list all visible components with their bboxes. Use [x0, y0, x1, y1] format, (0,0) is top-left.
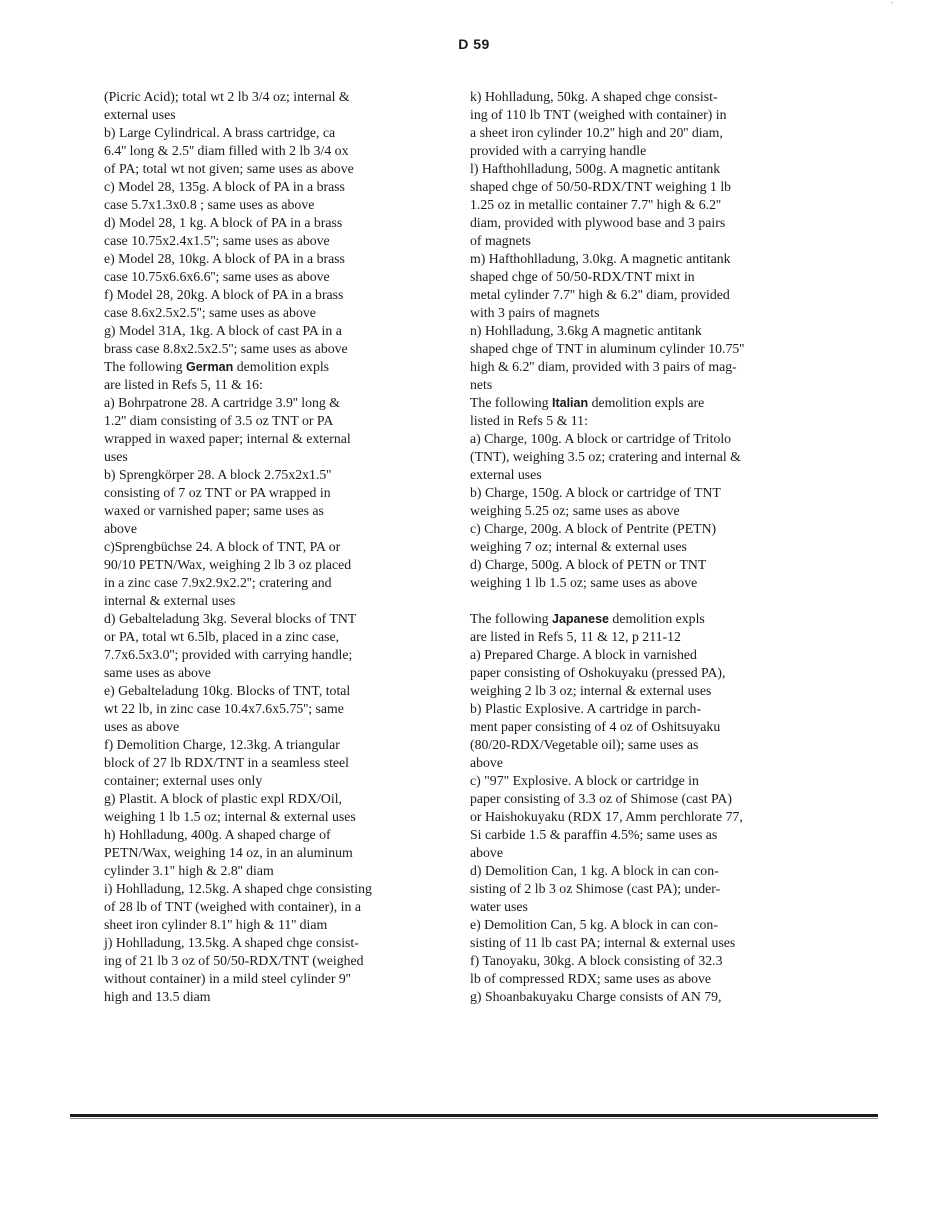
line-text: sheet iron cylinder 8.1'' high & 11'' diam: [104, 917, 328, 932]
text-line: [470, 304, 810, 322]
text-line: [470, 214, 810, 232]
line-text: PETN/Wax, weighing 14 oz, in an aluminum: [104, 845, 353, 860]
text-line: [104, 736, 434, 754]
country-heading: Italian: [552, 396, 589, 410]
text-line: [470, 448, 810, 466]
text-line: [470, 394, 810, 412]
line-text: uses as above: [104, 719, 180, 734]
line-text: ing of 110 lb TNT (weighed with container) in: [470, 107, 727, 122]
line-text: above: [470, 845, 503, 860]
line-text: 90/10 PETN/Wax, weighing 2 lb 3 oz placed: [104, 557, 352, 572]
line-text: The following: [470, 611, 552, 626]
line-text: case 10.75x2.4x1.5''; same uses as above: [104, 233, 330, 248]
line-text: above: [104, 521, 137, 536]
text-line: [470, 682, 810, 700]
text-line: [104, 430, 434, 448]
text-line: [104, 232, 434, 250]
text-line: [104, 646, 434, 664]
line-text: are listed in Refs 5, 11 & 12, p 211-12: [470, 629, 681, 644]
text-line: [470, 628, 810, 646]
text-line: [470, 322, 810, 340]
line-text: e) Model 28, 10kg. A block of PA in a brass: [104, 251, 345, 266]
line-text: d) Demolition Can, 1 kg. A block in can con-: [470, 863, 719, 878]
line-text: a) Bohrpatrone 28. A cartridge 3.9'' long &: [104, 395, 341, 410]
text-line: [104, 952, 434, 970]
line-text: wt 22 lb, in zinc case 10.4x7.6x5.75''; same: [104, 701, 344, 716]
text-line: [104, 448, 434, 466]
text-line: [470, 286, 810, 304]
text-line: [104, 772, 434, 790]
footer-rule-shadow: [70, 1118, 878, 1119]
line-text: c) "97" Explosive. A block or cartridge in: [470, 773, 699, 788]
text-line: [104, 106, 434, 124]
text-line: [470, 106, 810, 124]
line-text: b) Charge, 150g. A block or cartridge of TNT: [470, 485, 721, 500]
line-text: i) Hohlladung, 12.5kg. A shaped chge consisting: [104, 881, 372, 896]
line-text: g) Model 31A, 1kg. A block of cast PA in a: [104, 323, 342, 338]
line-text: metal cylinder 7.7'' high & 6.2'' diam, provided: [470, 287, 730, 302]
text-line: [470, 664, 810, 682]
text-line: [104, 592, 434, 610]
text-line: [470, 556, 810, 574]
line-text: container; external uses only: [104, 773, 263, 788]
text-line: [470, 232, 810, 250]
line-text: waxed or varnished paper; same uses as: [104, 503, 324, 518]
country-heading: German: [186, 360, 234, 374]
text-line: [470, 538, 810, 556]
line-text-after: demolition expls are: [588, 395, 705, 410]
text-line: [470, 592, 810, 610]
line-text: j) Hohlladung, 13.5kg. A shaped chge consist-: [104, 935, 359, 950]
line-text: f) Tanoyaku, 30kg. A block consisting of 32.3: [470, 953, 723, 968]
line-text: Si carbide 1.5 & paraffin 4.5%; same uses as: [470, 827, 718, 842]
line-text: sisting of 11 lb cast PA; internal & external uses: [470, 935, 736, 950]
text-line: [104, 790, 434, 808]
text-line: [470, 574, 810, 592]
line-text: a) Prepared Charge. A block in varnished: [470, 647, 697, 662]
line-text: weighing 2 lb 3 oz; internal & external uses: [470, 683, 712, 698]
line-text: weighing 7 oz; internal & external uses: [470, 539, 687, 554]
line-text: 6.4'' long & 2.5'' diam filled with 2 lb 3/4 ox: [104, 143, 349, 158]
text-line: [104, 268, 434, 286]
line-text: The following: [104, 359, 186, 374]
line-text: or PA, total wt 6.5lb, placed in a zinc case,: [104, 629, 340, 644]
text-line: [470, 610, 810, 628]
line-text: 1.25 oz in metallic container 7.7'' high & 6.2'': [470, 197, 721, 212]
text-line: [104, 142, 434, 160]
text-line: [104, 808, 434, 826]
line-text: b) Large Cylindrical. A brass cartridge, ca: [104, 125, 336, 140]
text-line: [470, 466, 810, 484]
line-text: n) Hohlladung, 3.6kg A magnetic antitank: [470, 323, 702, 338]
line-text: f) Demolition Charge, 12.3kg. A triangular: [104, 737, 340, 752]
line-text: external uses: [104, 107, 176, 122]
line-text: in a zinc case 7.9x2.9x2.2''; cratering and: [104, 575, 332, 590]
text-line: [104, 304, 434, 322]
line-text: k) Hohlladung, 50kg. A shaped chge consist-: [470, 89, 718, 104]
line-text: case 8.6x2.5x2.5''; same uses as above: [104, 305, 316, 320]
line-text: d) Charge, 500g. A block of PETN or TNT: [470, 557, 707, 572]
text-line: [104, 484, 434, 502]
text-line: [470, 916, 810, 934]
line-text: lb of compressed RDX; same uses as above: [470, 971, 712, 986]
text-line: [470, 196, 810, 214]
line-text-after: demolition expls: [233, 359, 330, 374]
text-line: [104, 520, 434, 538]
line-text: consisting of 7 oz TNT or PA wrapped in: [104, 485, 331, 500]
text-line: [470, 736, 810, 754]
text-line: [470, 502, 810, 520]
text-line: [104, 502, 434, 520]
line-text: c) Model 28, 135g. A block of PA in a brass: [104, 179, 345, 194]
line-text: f) Model 28, 20kg. A block of PA in a brass: [104, 287, 344, 302]
line-text: e) Gebalteladung 10kg. Blocks of TNT, total: [104, 683, 351, 698]
text-line: [470, 826, 810, 844]
text-line: [104, 700, 434, 718]
text-line: [104, 934, 434, 952]
line-text: g) Plastit. A block of plastic expl RDX/Oil,: [104, 791, 342, 806]
line-text: a) Charge, 100g. A block or cartridge of Tritolo: [470, 431, 732, 446]
text-line: [470, 160, 810, 178]
text-line: [104, 214, 434, 232]
line-text: weighing 1 lb 1.5 oz; same uses as above: [470, 575, 698, 590]
text-line: [470, 880, 810, 898]
text-line: [104, 196, 434, 214]
line-text: ment paper consisting of 4 oz of Oshitsuyaku: [470, 719, 721, 734]
text-line: [104, 628, 434, 646]
text-line: [470, 844, 810, 862]
text-line: [104, 394, 434, 412]
line-text: block of 27 lb RDX/TNT in a seamless steel: [104, 755, 349, 770]
line-text: nets: [470, 377, 493, 392]
left-text-column: [104, 88, 434, 1006]
line-text: weighing 5.25 oz; same uses as above: [470, 503, 680, 518]
text-line: [104, 844, 434, 862]
line-text: weighing 1 lb 1.5 oz; internal & external uses: [104, 809, 356, 824]
text-line: [470, 340, 810, 358]
text-line: [104, 376, 434, 394]
text-line: [104, 286, 434, 304]
text-line: [104, 718, 434, 736]
text-line: [470, 988, 810, 1006]
text-line: [104, 250, 434, 268]
text-line: [104, 880, 434, 898]
text-line: [104, 340, 434, 358]
line-text: provided with a carrying handle: [470, 143, 647, 158]
line-text: The following: [470, 395, 552, 410]
line-text: 7.7x6.5x3.0''; provided with carrying handle;: [104, 647, 353, 662]
line-text: (80/20-RDX/Vegetable oil); same uses as: [470, 737, 699, 752]
line-text: high & 6.2'' diam, provided with 3 pairs of mag-: [470, 359, 737, 374]
text-line: [470, 772, 810, 790]
text-line: [104, 682, 434, 700]
text-line: [104, 178, 434, 196]
line-text: same uses as above: [104, 665, 211, 680]
line-text: b) Sprengkörper 28. A block 2.75x2x1.5'': [104, 467, 332, 482]
line-text: shaped chge of 50/50-RDX/TNT mixt in: [470, 269, 695, 284]
line-text: external uses: [470, 467, 542, 482]
line-text: above: [470, 755, 503, 770]
scan-corner-mark: `: [890, 2, 895, 12]
text-line: [104, 160, 434, 178]
line-text: b) Plastic Explosive. A cartridge in parch-: [470, 701, 702, 716]
line-text: paper consisting of 3.3 oz of Shimose (cast PA): [470, 791, 732, 806]
line-text: ing of 21 lb 3 oz of 50/50-RDX/TNT (weighed: [104, 953, 364, 968]
text-line: [470, 412, 810, 430]
text-line: [104, 88, 434, 106]
text-line: [470, 484, 810, 502]
line-text: (TNT), weighing 3.5 oz; cratering and internal &: [470, 449, 741, 464]
line-text: c)Sprengbüchse 24. A block of TNT, PA or: [104, 539, 341, 554]
text-line: [470, 970, 810, 988]
text-line: [104, 574, 434, 592]
line-text: a sheet iron cylinder 10.2'' high and 20'' diam,: [470, 125, 723, 140]
text-line: [104, 754, 434, 772]
line-text: g) Shoanbakuyaku Charge consists of AN 79,: [470, 989, 722, 1004]
text-line: [104, 538, 434, 556]
text-line: [470, 808, 810, 826]
line-text: listed in Refs 5 & 11:: [470, 413, 588, 428]
text-line: [104, 610, 434, 628]
text-line: [104, 466, 434, 484]
line-text: (Picric Acid); total wt 2 lb 3/4 oz; internal &: [104, 89, 350, 104]
line-text: or Haishokuyaku (RDX 17, Amm perchlorate 77,: [470, 809, 743, 824]
line-text: shaped chge of 50/50-RDX/TNT weighing 1 lb: [470, 179, 732, 194]
line-text: cylinder 3.1'' high & 2.8'' diam: [104, 863, 274, 878]
line-text: paper consisting of Oshokuyaku (pressed PA),: [470, 665, 726, 680]
text-line: [470, 124, 810, 142]
footer-rule: [70, 1114, 878, 1117]
text-line: [470, 934, 810, 952]
text-line: [104, 556, 434, 574]
line-text: of PA; total wt not given; same uses as above: [104, 161, 354, 176]
line-text: d) Model 28, 1 kg. A block of PA in a brass: [104, 215, 343, 230]
text-line: [470, 178, 810, 196]
line-text: without container) in a mild steel cylinder 9'': [104, 971, 351, 986]
line-text: with 3 pairs of magnets: [470, 305, 600, 320]
line-text: water uses: [470, 899, 528, 914]
line-text: of 28 lb of TNT (weighed with container), in a: [104, 899, 361, 914]
text-line: [470, 358, 810, 376]
line-text: 1.2'' diam consisting of 3.5 oz TNT or PA: [104, 413, 334, 428]
text-line: [470, 754, 810, 772]
text-line: [470, 520, 810, 538]
line-text-after: demolition expls: [608, 611, 705, 626]
text-line: [470, 790, 810, 808]
text-line: [470, 718, 810, 736]
line-text: c) Charge, 200g. A block of Pentrite (PETN): [470, 521, 717, 536]
text-line: [104, 412, 434, 430]
line-text: of magnets: [470, 233, 531, 248]
line-text: brass case 8.8x2.5x2.5''; same uses as above: [104, 341, 348, 356]
line-text: uses: [104, 449, 128, 464]
page-label: D 59: [458, 36, 490, 52]
line-text: high and 13.5 diam: [104, 989, 211, 1004]
line-text: h) Hohlladung, 400g. A shaped charge of: [104, 827, 331, 842]
country-heading: Japanese: [552, 612, 609, 626]
text-line: [104, 124, 434, 142]
line-text: case 5.7x1.3x0.8 ; same uses as above: [104, 197, 315, 212]
line-text: sisting of 2 lb 3 oz Shimose (cast PA); under-: [470, 881, 721, 896]
line-text: l) Hafthohlladung, 500g. A magnetic antitank: [470, 161, 721, 176]
line-text: shaped chge of TNT in aluminum cylinder 10.75'': [470, 341, 745, 356]
right-text-column: [470, 88, 810, 1006]
text-line: [104, 988, 434, 1006]
text-line: [470, 430, 810, 448]
line-text: d) Gebalteladung 3kg. Several blocks of TNT: [104, 611, 357, 626]
text-line: [104, 358, 434, 376]
line-text: diam, provided with plywood base and 3 pairs: [470, 215, 726, 230]
line-text: e) Demolition Can, 5 kg. A block in can con-: [470, 917, 718, 932]
text-line: [104, 322, 434, 340]
text-line: [470, 862, 810, 880]
text-line: [104, 826, 434, 844]
line-text: internal & external uses: [104, 593, 236, 608]
line-text: are listed in Refs 5, 11 & 16:: [104, 377, 263, 392]
text-line: [470, 250, 810, 268]
text-line: [104, 970, 434, 988]
line-text: case 10.75x6.6x6.6''; same uses as above: [104, 269, 330, 284]
text-line: [104, 862, 434, 880]
text-line: [470, 700, 810, 718]
text-line: [104, 916, 434, 934]
text-line: [470, 646, 810, 664]
text-line: [104, 664, 434, 682]
text-line: [470, 88, 810, 106]
text-line: [470, 142, 810, 160]
text-line: [470, 268, 810, 286]
text-line: [104, 898, 434, 916]
text-line: [470, 952, 810, 970]
line-text: wrapped in waxed paper; internal & external: [104, 431, 351, 446]
text-line: [470, 376, 810, 394]
text-line: [470, 898, 810, 916]
line-text: m) Hafthohlladung, 3.0kg. A magnetic antitank: [470, 251, 731, 266]
